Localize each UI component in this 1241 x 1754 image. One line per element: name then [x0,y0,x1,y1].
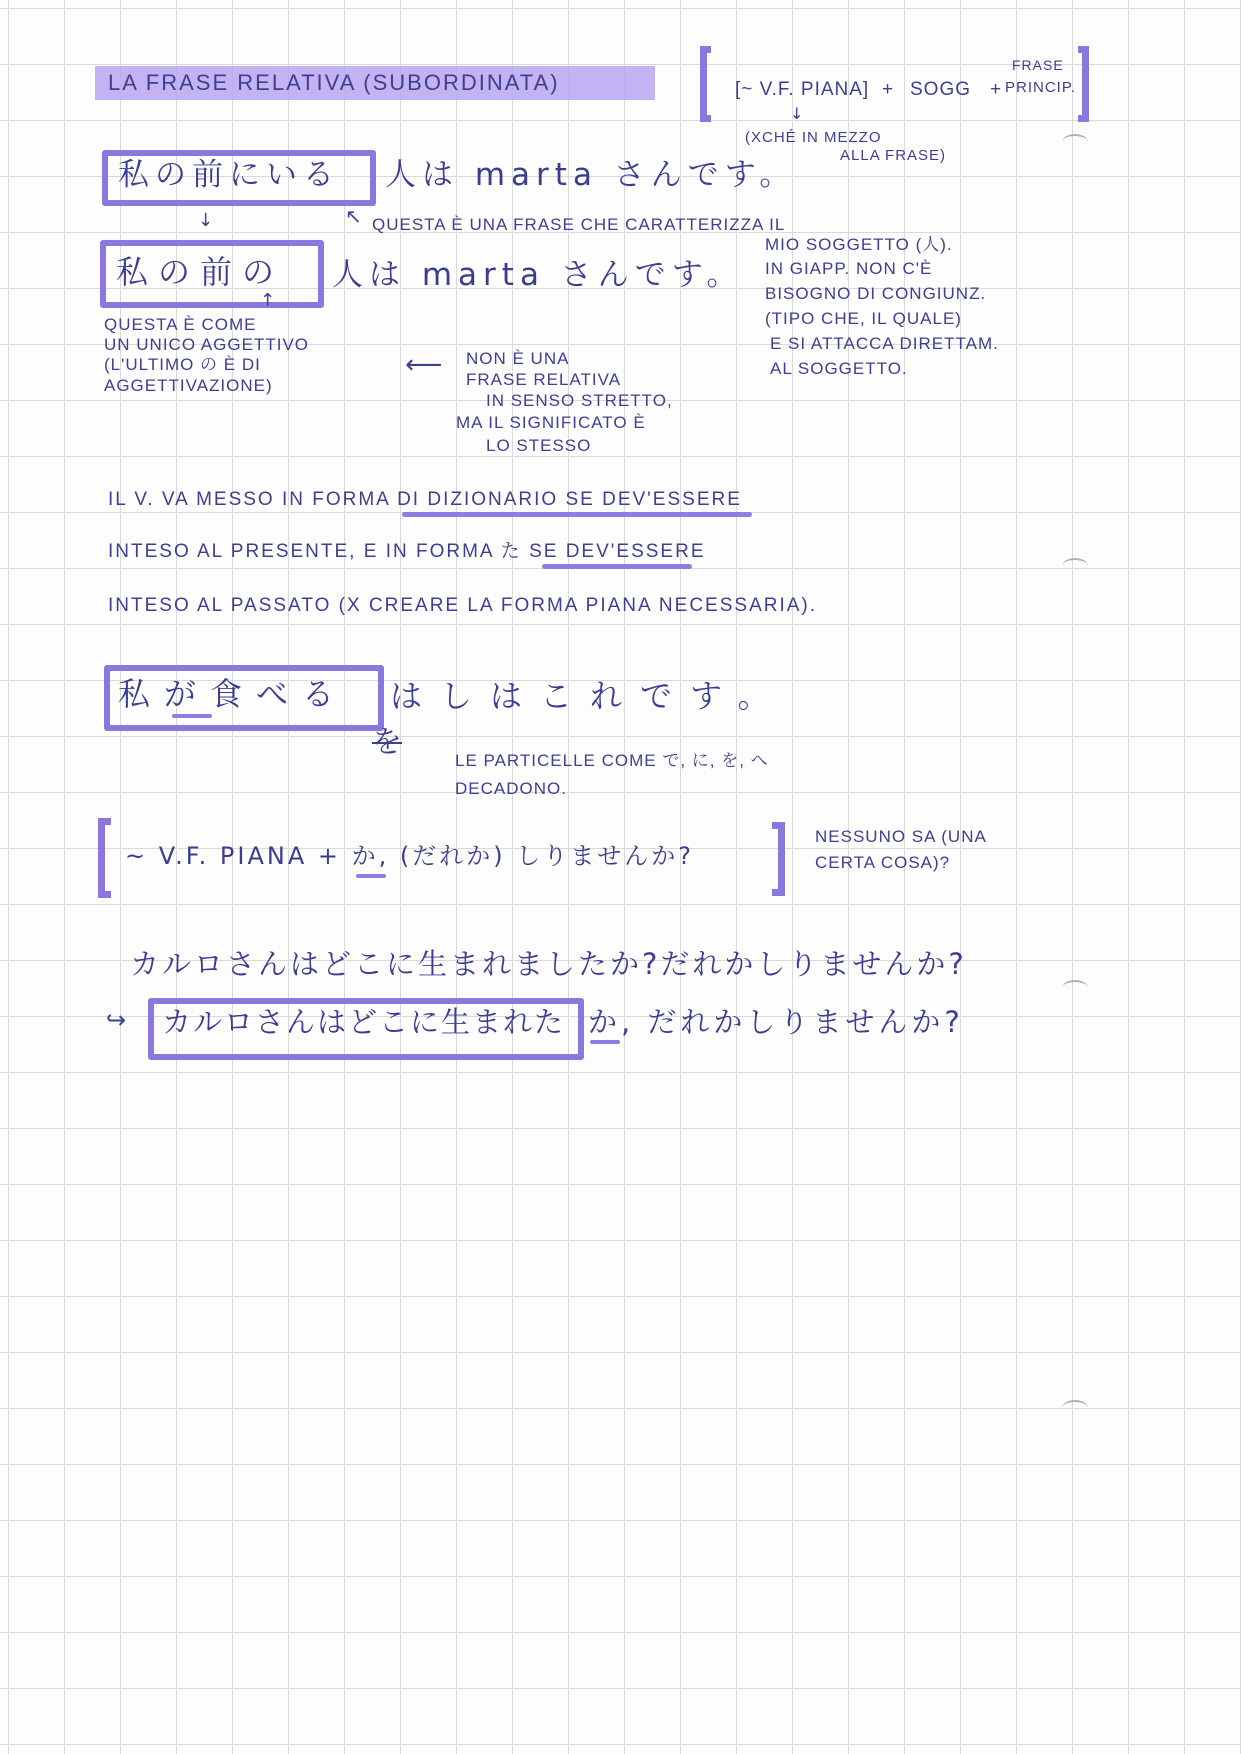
formula-bracket-left [700,46,711,122]
example-2-right-note-line-5: LO STESSO [486,436,592,455]
example-3-note-line-2: DECADONO. [455,779,567,798]
binder-hole-mark [1062,980,1088,996]
example-1-note-line-3: IN GIAPP. NON C'È [765,259,933,278]
underline-ka [356,874,386,878]
formula-subject: SOGG [910,79,972,100]
rule-line-2: INTESO AL PRESENTE, E IN FORMA た SE DEV'ESSERE [108,541,706,562]
formula-2-text: ~ V.F. PIANA + か, (だれか) しりませんか? [125,842,694,870]
formula-main-clause-top: FRASE [1012,57,1064,73]
example-2-clause: 私の前の [116,253,285,291]
example-1-rest: 人は marta さんです。 [385,157,797,193]
hook-arrow-icon: ↪ [106,1006,127,1034]
example-1-clause: 私の前にいる [118,157,340,193]
example-3-rest: はしはこれです。 [390,677,788,715]
example-2-left-note-line-4: AGGETTIVAZIONE) [104,376,273,395]
example-1-note-line-7: AL SOGGETTO. [770,359,908,378]
underline-ta-form [542,564,692,569]
down-arrow-icon: ↓ [790,104,804,123]
example-2-right-note-line-3: IN SENSO STRETTO, [486,391,673,410]
formula-plus-2: + [990,79,1003,100]
example-2-left-note-line-3: (L'ULTIMO の È DI [104,355,261,374]
example-1-note-line-2: MIO SOGGETTO (人). [765,235,953,254]
example-2-left-note-line-2: UN UNICO AGGETTIVO [104,335,310,354]
underline-ka-2 [590,1040,620,1044]
example-1-note-line-1: QUESTA È UNA FRASE CHE CARATTERIZZA IL [372,215,786,234]
formula-2-bracket-left [98,818,111,898]
example-2-right-note-line-2: FRASE RELATIVA [466,370,622,389]
formula-plus-1: + [882,79,895,100]
struck-particle: を [372,725,402,760]
example-3-clause: 私が食べる [118,675,349,713]
binder-hole-mark [1062,1400,1088,1416]
example-1-note-line-5: (TIPO CHE, IL QUALE) [765,309,962,328]
formula-bracket-right [1078,46,1089,122]
example-2-rest: 人は marta さんです。 [332,257,744,293]
example-4-rest: か, だれかしりませんか? [588,1005,964,1039]
underline-ga [172,714,212,718]
binder-hole-mark [1062,558,1088,574]
example-1-note-line-4: BISOGNO DI CONGIUNZ. [765,284,987,303]
underline-dictionary-form [402,512,752,517]
rule-line-3: INTESO AL PASSATO (X CREARE LA FORMA PIANA NECESSARIA). [108,595,818,616]
formula-note-line-2: ALLA FRASE) [840,147,947,164]
example-2-left-note-line-1: QUESTA È COME [104,315,257,334]
down-arrow-icon: ↓ [198,210,214,231]
formula-note-line-1: (XCHÉ IN MEZZO [745,129,882,146]
formula-2-note-line-1: NESSUNO SA (UNA [815,827,987,846]
page-title: LA FRASE RELATIVA (SUBORDINATA) [108,70,560,95]
example-4-clause: カルロさんはどこに生まれた [162,1005,566,1039]
formula-left: [~ V.F. PIANA] [735,79,870,100]
formula-main-clause-bottom: PRINCIP. [1005,79,1077,96]
formula-2-note-line-2: CERTA COSA)? [815,853,951,872]
rule-line-1: IL V. VA MESSO IN FORMA DI DIZIONARIO SE DEV'ESSERE [108,489,742,510]
example-2-right-note-line-1: NON È UNA [466,349,570,368]
formula-2-bracket-right [772,822,785,896]
example-2-right-note-line-4: MA IL SIGNIFICATO È [456,413,646,432]
binder-hole-mark [1062,134,1088,150]
left-arrow-icon: ⟵ [405,350,443,380]
example-3-note-line-1: LE PARTICELLE COME で, に, を, へ [455,751,769,770]
up-arrow-icon: ↑ [260,290,276,311]
example-1-note-line-6: E SI ATTACCA DIRETTAM. [770,334,999,353]
up-left-arrow-icon: ↖ [345,204,362,228]
example-4-question: カルロさんはどこに生まれましたか?だれかしりませんか? [130,947,967,981]
